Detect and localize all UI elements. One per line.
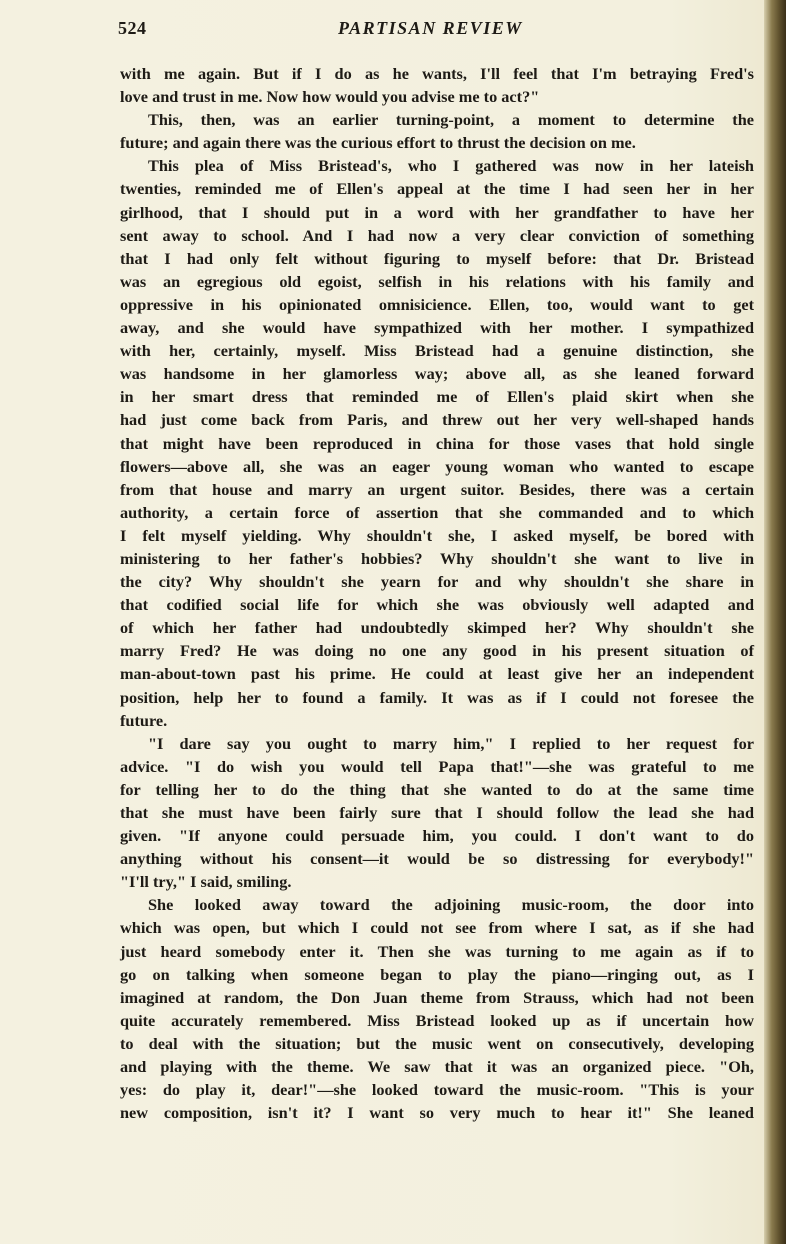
text-line: twenties, reminded me of Ellen's appeal at the time I had seen her in her [120, 179, 754, 199]
page-header [118, 18, 754, 48]
running-head: PARTISAN REVIEW [338, 18, 523, 38]
text-line: advice. "I do wish you would tell Papa that!"—she was grateful to me [120, 756, 754, 776]
text-line: She looked away toward the adjoining music-room, the door into [148, 895, 754, 915]
text-line: and playing with the theme. We saw that it was an organized piece. "Oh, [120, 1057, 754, 1077]
text-line: flowers—above all, she was an eager young woman who wanted to escape [120, 456, 754, 476]
text-line: marry Fred? He was doing no one any good in his present situation of [120, 641, 754, 661]
text-line: away, and she would have sympathized with her mother. I sympathized [120, 318, 754, 338]
text-line: in her smart dress that reminded me of Ellen's plaid skirt when she [120, 387, 754, 407]
text-line: from that house and marry an urgent suitor. Besides, there was a certain [120, 479, 754, 499]
text-line: "I'll try," I said, smiling. [120, 872, 292, 892]
text-line: future. [120, 710, 168, 730]
text-line: with me again. But if I do as he wants, I'll feel that I'm betraying Fred's [120, 64, 754, 83]
text-line: I felt myself yielding. Why shouldn't she, I asked myself, be bored with [120, 525, 754, 545]
text-line: This plea of Miss Bristead's, who I gathered was now in her lateish [148, 156, 754, 176]
text-line: "I dare say you ought to marry him," I replied to her request for [148, 733, 754, 753]
text-line: go on talking when someone began to play the piano—ringing out, as I [120, 964, 754, 984]
text-line: quite accurately remembered. Miss Bristead looked up as if uncertain how [120, 1010, 754, 1030]
text-line: the city? Why shouldn't she yearn for and why shouldn't she share in [120, 572, 754, 592]
text-line: was handsome in her glamorless way; above all, as she leaned forward [120, 364, 754, 384]
text-line: girlhood, that I should put in a word with her grandfather to have her [120, 202, 754, 222]
text-line: man-about-town past his prime. He could at least give her an independent [120, 664, 754, 684]
text-line: that might have been reproduced in china for those vases that hold single [120, 433, 754, 453]
text-line: of which her father had undoubtedly skimped her? Why shouldn't she [120, 618, 754, 638]
text-line: ministering to her father's hobbies? Why shouldn't she want to live in [120, 548, 754, 568]
text-line: position, help her to found a family. It was as if I could not foresee the [120, 687, 754, 707]
book-spine-edge [764, 0, 786, 1244]
text-line: which was open, but which I could not see from where I sat, as if she had [120, 918, 754, 938]
text-line: for telling her to do the thing that she wanted to do at the same time [120, 779, 754, 799]
text-line: love and trust in me. Now how would you advise me to act?" [120, 87, 540, 107]
text-line: anything without his consent—it would be so distressing for everybody!" [120, 849, 754, 869]
text-line: yes: do play it, dear!"—she looked toward the music-room. "This is your [120, 1080, 754, 1100]
text-line: future; and again there was the curious effort to thrust the decision on me. [120, 133, 636, 153]
text-line: just heard somebody enter it. Then she was turning to me again as if to [120, 941, 754, 961]
body-text [120, 62, 754, 1124]
text-line: that she must have been fairly sure that I should follow the lead she had [120, 803, 754, 822]
text-line: to deal with the situation; but the music went on consecutively, developing [120, 1033, 754, 1053]
page-number: 524 [118, 18, 147, 38]
text-line: new composition, isn't it? I want so very much to hear it!" She leaned [120, 1103, 754, 1123]
text-line: that I had only felt without figuring to myself before: that Dr. Bristead [120, 248, 754, 268]
text-line: with her, certainly, myself. Miss Bristead had a genuine distinction, she [120, 341, 754, 361]
text-line: was an egregious old egoist, selfish in his relations with his family and [120, 271, 754, 291]
text-line: sent away to school. And I had now a very clear conviction of something [120, 225, 754, 245]
text-line: that codified social life for which she was obviously well adapted and [120, 595, 754, 615]
text-line: had just come back from Paris, and threw out her very well-shaped hands [120, 410, 754, 430]
text-line: imagined at random, the Don Juan theme from Strauss, which had not been [120, 987, 754, 1007]
text-line: oppressive in his opinionated omnisicience. Ellen, too, would want to get [120, 294, 754, 314]
text-line: given. "If anyone could persuade him, you could. I don't want to do [120, 826, 754, 846]
text-line: authority, a certain force of assertion that she commanded and to which [120, 502, 754, 522]
text-line: This, then, was an earlier turning-point, a moment to determine the [148, 110, 754, 130]
